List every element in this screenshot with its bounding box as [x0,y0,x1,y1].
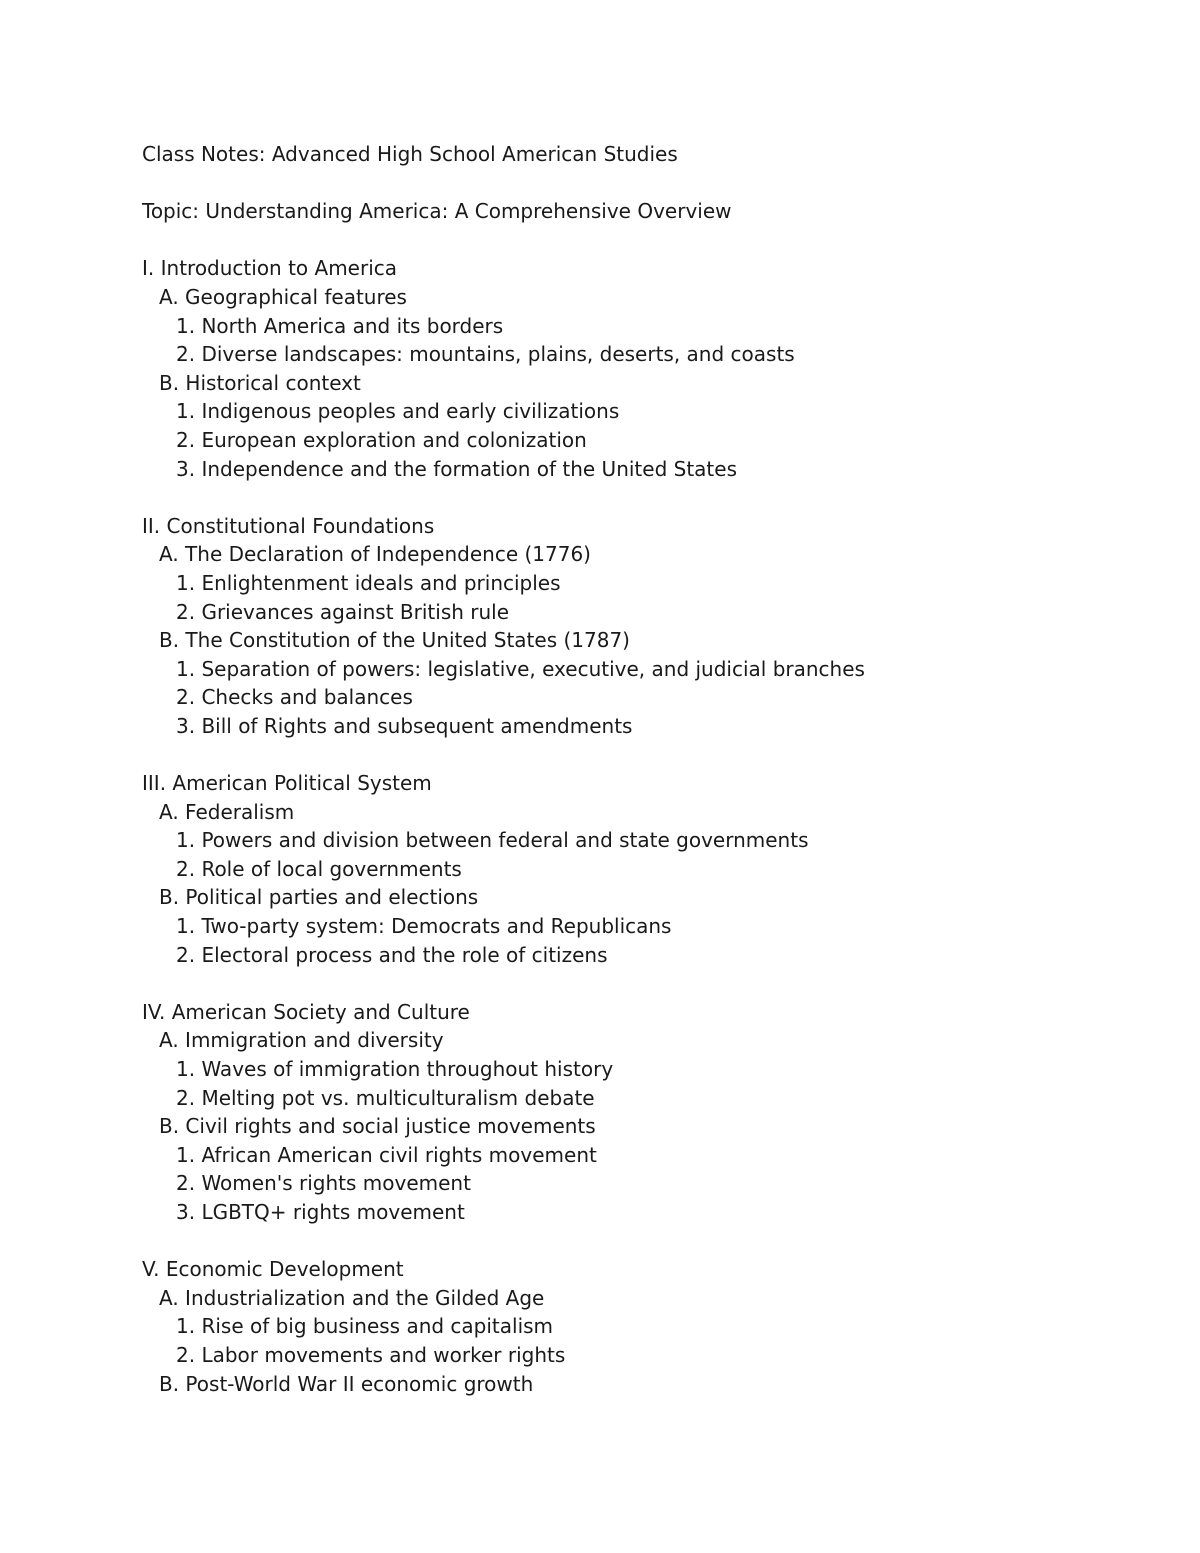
outline-item: 2. Checks and balances [176,685,413,710]
outline-item: 2. Diverse landscapes: mountains, plains, deserts, and coasts [176,342,795,367]
blank-line [142,226,1102,255]
subsection-heading: A. Geographical features [159,284,407,309]
outline-item: 2. Women's rights movement [176,1171,471,1196]
outline-item: 1. Two-party system: Democrats and Republicans [176,914,672,939]
subsection-heading: B. Civil rights and social justice movements [159,1114,596,1139]
outline-item: 3. Bill of Rights and subsequent amendments [176,713,633,738]
outline-item: 2. Electoral process and the role of citizens [176,942,608,967]
outline-item: 3. LGBTQ+ rights movement [176,1199,465,1224]
subsection-heading: B. Political parties and elections [159,885,479,910]
outline-item: 1. Indigenous peoples and early civilizations [176,399,620,424]
section-heading: I. Introduction to America [142,256,398,281]
document-content [142,140,1102,1398]
subsection-heading: B. The Constitution of the United States (1787) [159,628,630,653]
outline-item: 2. Role of local governments [176,856,462,881]
subsection-heading: A. Industrialization and the Gilded Age [159,1285,545,1310]
outline-item: 3. Independence and the formation of the United States [176,456,737,481]
blank-line [142,483,1102,512]
blank-line [142,169,1102,198]
outline-item: 2. Melting pot vs. multiculturalism debate [176,1085,595,1110]
outline-item: 1. Rise of big business and capitalism [176,1314,554,1339]
document-topic: Topic: Understanding America: A Comprehensive Overview [142,199,732,224]
blank-line [142,1227,1102,1256]
outline-item: 2. European exploration and colonization [176,427,587,452]
subsection-heading: B. Post-World War II economic growth [159,1371,534,1396]
section-heading: III. American Political System [142,771,432,796]
outline-item: 1. Separation of powers: legislative, executive, and judicial branches [176,656,865,681]
subsection-heading: A. Federalism [159,799,295,824]
subsection-heading: A. The Declaration of Independence (1776) [159,542,591,567]
document-title: Class Notes: Advanced High School American Studies [142,142,678,166]
subsection-heading: B. Historical context [159,370,361,395]
subsection-heading: A. Immigration and diversity [159,1028,444,1053]
outline-item: 1. Waves of immigration throughout history [176,1057,614,1081]
section-heading: V. Economic Development [142,1257,404,1282]
blank-line [142,740,1102,769]
outline-item: 1. African American civil rights movement [176,1142,597,1167]
section-heading: II. Constitutional Foundations [142,513,435,538]
section-heading: IV. American Society and Culture [142,999,470,1024]
outline-item: 1. Powers and division between federal and state governments [176,828,809,853]
outline-item: 2. Grievances against British rule [176,599,510,624]
blank-line [142,969,1102,998]
outline-item: 1. Enlightenment ideals and principles [176,570,561,595]
outline-item: 1. North America and its borders [176,313,504,338]
outline-item: 2. Labor movements and worker rights [176,1342,566,1367]
